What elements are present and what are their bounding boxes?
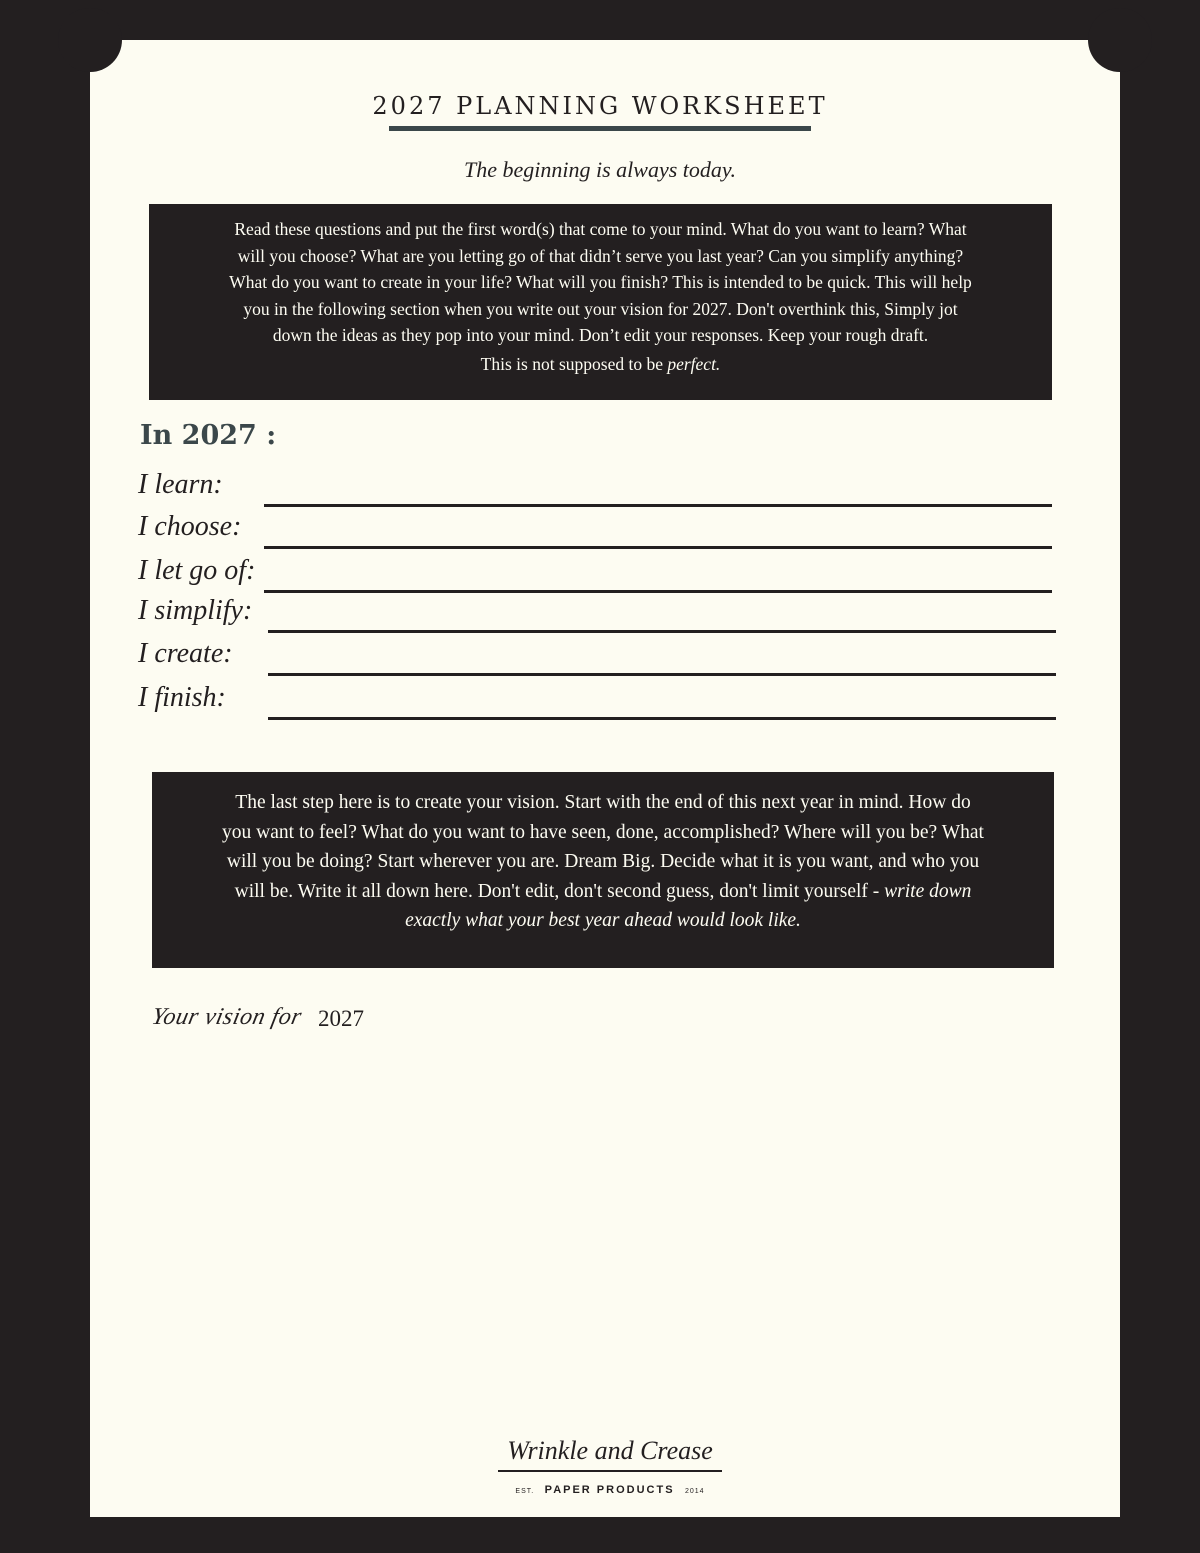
vision-instructions-box xyxy=(152,772,1054,968)
intro-line: will you choose? What are you letting go of that didn’t serve you last year? Can you simplify anything? xyxy=(237,245,964,266)
prompt-row-learn xyxy=(138,467,1058,507)
brand-logo xyxy=(495,1436,725,1500)
title-underline xyxy=(389,126,811,131)
prompt-label: I create: xyxy=(138,638,233,669)
prompt-label: I let go of: xyxy=(138,555,256,586)
corner-notch-top-right-overlay xyxy=(1088,8,1152,72)
page-title: 2027 PLANNING WORKSHEET xyxy=(372,92,828,120)
intro-instructions-box xyxy=(149,204,1052,400)
answer-line-simplify[interactable] xyxy=(268,630,1056,633)
vision-emphasis: exactly what your best year ahead would look like. xyxy=(405,910,801,931)
vision-line-text: will be. Write it all down here. Don't edit, don't second guess, don't limit yourself - xyxy=(234,880,880,902)
prompts-heading: In 2027 : xyxy=(140,420,277,451)
page-subtitle: The beginning is always today. xyxy=(464,157,736,182)
vision-year: 2027 xyxy=(318,1006,364,1031)
prompt-row-let-go xyxy=(138,553,1058,593)
prompt-label: I choose: xyxy=(138,511,242,542)
intro-emphasis: perfect. xyxy=(667,353,721,374)
intro-line: Read these questions and put the first word(s) that come to your mind. What do you want to learn? What xyxy=(234,219,967,239)
intro-line: down the ideas as they pop into your mind. Don’t edit your responses. Keep your rough draft. xyxy=(272,325,929,345)
answer-line-finish[interactable] xyxy=(268,717,1056,720)
vision-line xyxy=(176,906,1030,936)
vision-script-label: Your vision for xyxy=(149,1004,305,1030)
prompt-label: I finish: xyxy=(138,682,226,713)
prompt-row-finish xyxy=(138,680,1058,720)
answer-line-learn[interactable] xyxy=(264,504,1052,507)
prompt-row-simplify xyxy=(138,593,1058,633)
logo-wordmark: Wrinkle and Crease xyxy=(507,1436,713,1465)
logo-tagline xyxy=(495,1480,725,1498)
prompt-row-create xyxy=(138,636,1058,676)
corner-notch-top-left-overlay xyxy=(58,8,122,72)
intro-line: What do you want to create in your life? What will you finish? This is intended to be quick. This will help xyxy=(229,272,972,292)
logo-paper-products: PAPER PRODUCTS xyxy=(544,1484,675,1496)
prompt-label: I learn: xyxy=(138,469,223,500)
vision-emphasis: write down xyxy=(884,880,972,902)
prompt-label: I simplify: xyxy=(138,595,253,626)
vision-line: you want to feel? What do you want to have seen, done, accomplished? Where will you be? What xyxy=(222,821,984,843)
logo-year: 2014 xyxy=(685,1488,705,1495)
prompt-row-choose xyxy=(138,509,1058,549)
vision-line xyxy=(176,877,1030,907)
intro-line xyxy=(171,351,1030,378)
intro-line: you in the following section when you write out your vision for 2027. Don't overthink this, Simply jot xyxy=(243,298,958,319)
logo-est: EST. xyxy=(515,1488,535,1495)
logo-rule xyxy=(498,1470,722,1472)
intro-line-text: This is not supposed to be xyxy=(480,353,663,374)
answer-line-choose[interactable] xyxy=(264,546,1052,549)
vision-line: The last step here is to create your vision. Start with the end of this next year in mind. How do xyxy=(235,792,971,813)
vision-line: will you be doing? Start wherever you are. Dream Big. Decide what it is you want, and who you xyxy=(226,851,980,872)
answer-line-create[interactable] xyxy=(268,673,1056,676)
